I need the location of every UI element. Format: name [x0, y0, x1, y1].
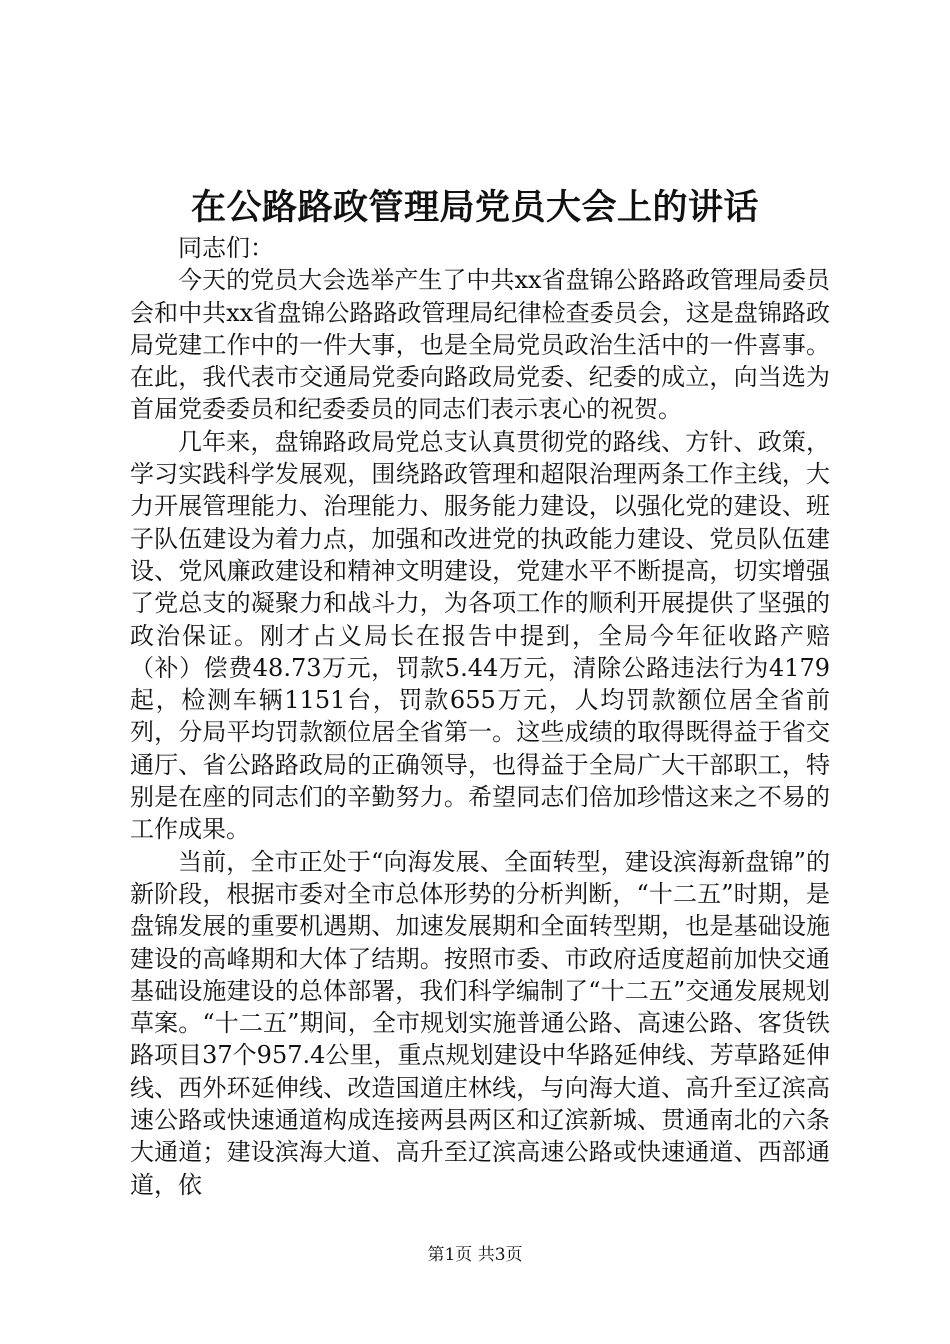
- document-title: 在公路路政管理局党员大会上的讲话: [190, 187, 759, 228]
- paragraph-3: 当前，全市正处于“向海发展、全面转型，建设滨海新盘锦”的新阶段，根据市委对全市总体形势的分析判断，“十二五”时期，是盘锦发展的重要机遇期、加速发展期和全面转型期，也是基础设施建设的高峰期和大体了结期。按照市委、市政府适度超前加快交通基础设施建设的总体部署，我们科学编制了“十二五”交通发展规划草案。“十二五”期间，全市规划实施普通公路、高速公路、客货铁路项目37个957.4公里，重点规划建设中华路延伸线、芳草路延伸线、西外环延伸线、改造国道庄林线，与向海大道、高升至辽滨高速公路或快速通道构成连接两县两区和辽滨新城、贯通南北的六条大通道；建设滨海大道、高升至辽滨高速公路或快速通道、西部通道，依: [130, 847, 830, 1199]
- page-footer: 第1页 共3页: [427, 1245, 523, 1265]
- paragraph-2: 几年来，盘锦路政局党总支认真贯彻党的路线、方针、政策，学习实践科学发展观，围绕路政管理和超限治理两条工作主线，大力开展管理能力、治理能力、服务能力建设，以强化党的建设、班子队伍建设为着力点，加强和改进党的执政能力建设、党员队伍建设、党风廉政建设和精神文明建设，党建水平不断提高，切实增强了党总支的凝聚力和战斗力，为各项工作的顺利开展提供了坚强的政治保证。刚才占义局长在报告中提到，全局今年征收路产赔（补）偿费48.73万元，罚款5.44万元，清除公路违法行为4179起，检测车辆1151台，罚款655万元，人均罚款额位居全省前列，分局平均罚款额位居全省第一。这些成绩的取得既得益于省交通厅、省公路路政局的正确领导，也得益于全局广大干部职工，特别是在座的同志们的辛勤努力。希望同志们倍加珍惜这来之不易的工作成果。: [130, 427, 830, 844]
- paragraph-1: 今天的党员大会选举产生了中共xx省盘锦公路路政管理局委员会和中共xx省盘锦公路路政管理局纪律检查委员会，这是盘锦路政局党建工作中的一件大事，也是全局党员政治生活中的一件喜事。在此，我代表市交通局党委向路政局党委、纪委的成立，向当选为首届党委委员和纪委委员的同志们表示衷心的祝贺。: [130, 266, 830, 424]
- salutation: 同志们：: [178, 234, 274, 262]
- document-body: [130, 232, 830, 1201]
